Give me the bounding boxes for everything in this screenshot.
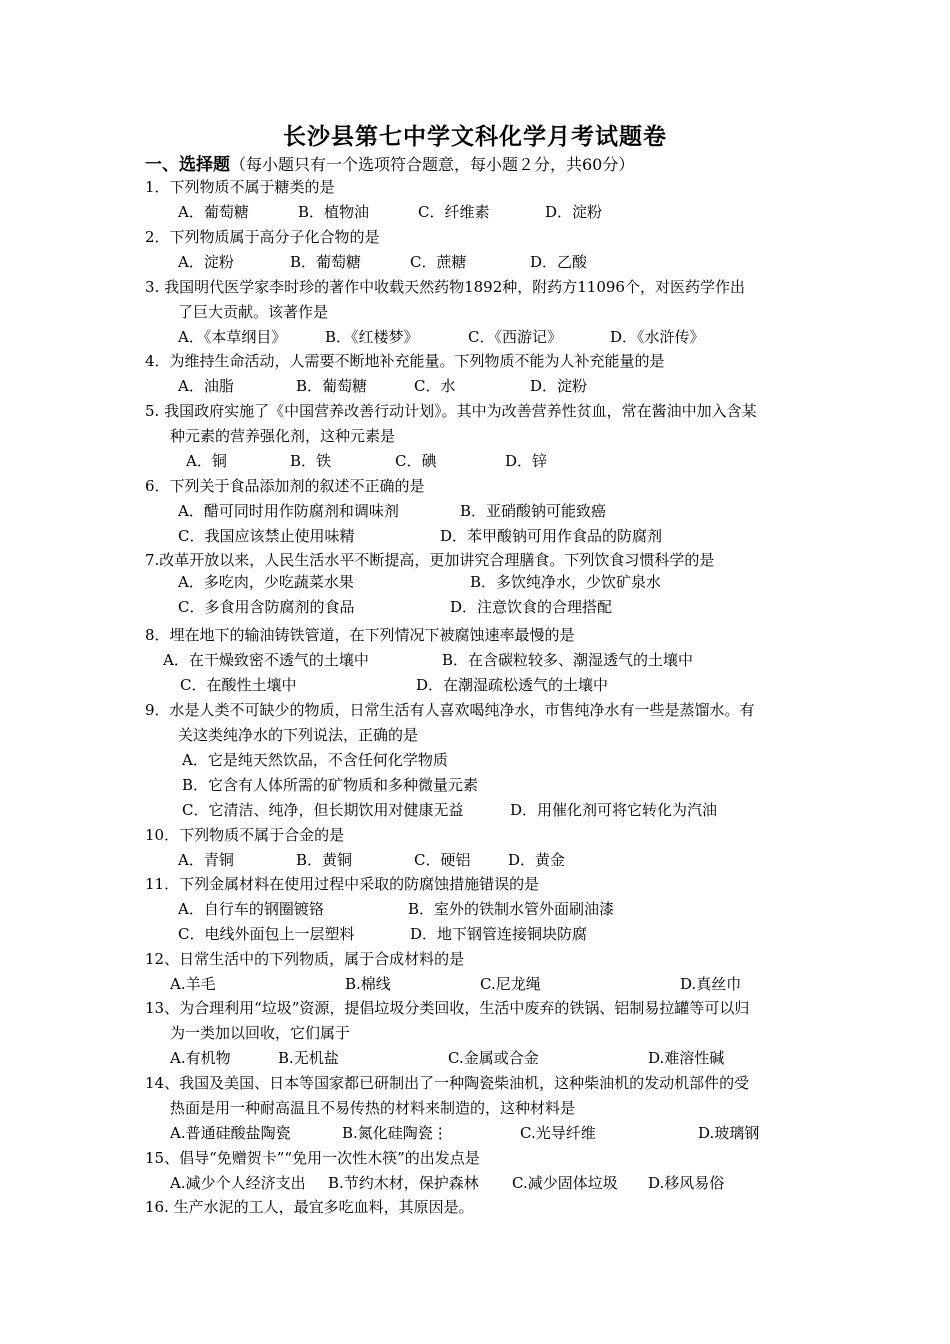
question-8-option: A．在干燥致密不透气的土壤中 bbox=[163, 651, 369, 669]
question-9-option: B．它含有人体所需的矿物质和多种微量元素 bbox=[182, 776, 479, 794]
question-3-option: B．《红楼梦》 bbox=[325, 328, 419, 346]
question-6-option: C．我国应该禁止使用味精 bbox=[178, 527, 355, 545]
question-14-stem: 14、我国及美国、日本等国家都已研制出了一种陶瓷柴油机，这种柴油机的发动机部件的受 bbox=[145, 1074, 750, 1092]
question-5-option: C．碘 bbox=[395, 452, 437, 470]
question-1-stem: 1．下列物质不属于糖类的是 bbox=[145, 178, 335, 196]
exam-title: 长沙县第七中学文科化学月考试题卷 bbox=[283, 123, 667, 150]
question-2-option: B．葡萄糖 bbox=[290, 253, 362, 271]
question-4-option: A．油脂 bbox=[178, 377, 234, 395]
question-12-option: A.羊毛 bbox=[170, 975, 216, 993]
question-12-option: B.棉线 bbox=[345, 975, 391, 993]
question-11-option: C．电线外面包上一层塑料 bbox=[178, 925, 355, 943]
question-11-stem: 11．下列金属材料在使用过程中采取的防腐蚀措施错误的是 bbox=[145, 875, 540, 893]
question-15-option: B.节约木材，保护森林 bbox=[328, 1174, 479, 1192]
question-2-option: A．淀粉 bbox=[178, 253, 234, 271]
question-13-option: C.金属或合金 bbox=[448, 1049, 539, 1067]
question-2-option: D．乙酸 bbox=[530, 253, 588, 271]
question-4-option: C．水 bbox=[414, 377, 456, 395]
question-5-option: B．铁 bbox=[290, 452, 332, 470]
question-9-option: D．用催化剂可将它转化为汽油 bbox=[510, 801, 718, 819]
question-3-option: D．《水浒传》 bbox=[610, 328, 705, 346]
question-7-option: D．注意饮食的合理搭配 bbox=[450, 598, 613, 616]
question-6-option: D．苯甲酸钠可用作食品的防腐剂 bbox=[440, 527, 663, 545]
section-label: 一、选择题 bbox=[145, 155, 230, 175]
question-11-option: D．地下钢管连接铜块防腐 bbox=[410, 925, 588, 943]
question-3-stem: 了巨大贡献。该著作是 bbox=[178, 303, 329, 321]
question-15-stem: 15、倡导“免赠贺卡”“免用一次性木筷”的出发点是 bbox=[145, 1149, 480, 1167]
question-5-option: D．锌 bbox=[505, 452, 548, 470]
question-9-stem: 9．水是人类不可缺少的物质，日常生活有人喜欢喝纯净水，市售纯净水有一些是蒸馏水。有 bbox=[145, 701, 755, 719]
question-7-option: A．多吃肉，少吃蔬菜水果 bbox=[178, 573, 354, 591]
section-heading bbox=[145, 150, 634, 175]
question-16-stem: 16. 生产水泥的工人，最宜多吃血料，其原因是。 bbox=[145, 1198, 474, 1216]
question-8-option: C．在酸性土壤中 bbox=[180, 676, 297, 694]
question-10-stem: 10．下列物质不属于合金的是 bbox=[145, 826, 345, 844]
question-14-stem: 热面是用一种耐高温且不易传热的材料来制造的，这种材料是 bbox=[170, 1099, 576, 1117]
question-13-option: D.难溶性碱 bbox=[648, 1049, 725, 1067]
question-4-option: B．葡萄糖 bbox=[296, 377, 368, 395]
question-13-stem: 13、为合理利用“垃圾”资源，提倡垃圾分类回收，生活中废弃的铁锅、铝制易拉罐等可以归 bbox=[145, 999, 750, 1017]
question-8-stem: 8．埋在地下的输油铸铁管道，在下列情况下被腐蚀速率最慢的是 bbox=[145, 626, 575, 644]
question-4-stem: 4．为维持生命活动，人需要不断地补充能量。下列物质不能为人补充能量的是 bbox=[145, 352, 665, 370]
question-3-stem: 3. 我国明代医学家李时珍的著作中收载天然药物1892种，附药方11096个，对医药学作出 bbox=[145, 278, 745, 296]
question-11-option: B．室外的铁制水管外面刷油漆 bbox=[408, 900, 615, 918]
question-10-option: B．黄铜 bbox=[296, 851, 353, 869]
question-10-option: C．硬铝 bbox=[414, 851, 471, 869]
question-13-option: A.有机物 bbox=[170, 1049, 231, 1067]
question-6-option: A．醋可同时用作防腐剂和调味剂 bbox=[178, 502, 399, 520]
question-5-stem: 5. 我国政府实施了《中国营养改善行动计划》。其中为改善营养性贫血，常在酱油中加入含某 bbox=[145, 402, 757, 420]
question-11-option: A．自行车的钢圈镀铬 bbox=[178, 900, 324, 918]
question-14-option: B.氮化硅陶瓷⋮ bbox=[342, 1124, 448, 1142]
question-8-option: D．在潮湿疏松透气的土壤中 bbox=[416, 676, 609, 694]
section-note: （每小题只有一个选项符合题意，每小题２分，共60分） bbox=[230, 155, 635, 174]
question-15-option: A.减少个人经济支出 bbox=[170, 1174, 306, 1192]
question-5-option: A．铜 bbox=[186, 452, 227, 470]
question-1-option: D．淀粉 bbox=[545, 203, 603, 221]
question-9-stem: 关这类纯净水的下列说法，正确的是 bbox=[178, 726, 419, 744]
question-6-stem: 6．下列关于食品添加剂的叙述不正确的是 bbox=[145, 477, 425, 495]
question-2-option: C．蔗糖 bbox=[410, 253, 467, 271]
question-7-stem: 7.改革开放以来，人民生活水平不断提高，更加讲究合理膳食。下列饮食习惯科学的是 bbox=[145, 551, 715, 569]
question-15-option: D.移风易俗 bbox=[648, 1174, 725, 1192]
question-6-option: B．亚硝酸钠可能致癌 bbox=[460, 502, 607, 520]
question-7-option: C．多食用含防腐剂的食品 bbox=[178, 598, 355, 616]
question-10-option: D．黄金 bbox=[508, 851, 566, 869]
question-10-option: A．青铜 bbox=[178, 851, 234, 869]
question-3-option: A．《本草纲目》 bbox=[178, 328, 287, 346]
question-14-option: D.玻璃钢 bbox=[698, 1124, 760, 1142]
question-4-option: D．淀粉 bbox=[530, 377, 588, 395]
question-14-option: A.普通硅酸盐陶瓷 bbox=[170, 1124, 291, 1142]
question-9-option: A．它是纯天然饮品，不含任何化学物质 bbox=[182, 751, 448, 769]
question-12-option: D.真丝巾 bbox=[680, 975, 742, 993]
question-3-option: C．《西游记》 bbox=[468, 328, 562, 346]
question-8-option: B．在含碳粒较多、潮湿透气的土壤中 bbox=[442, 651, 694, 669]
question-13-option: B.无机盐 bbox=[278, 1049, 339, 1067]
question-1-option: C．纤维素 bbox=[418, 203, 490, 221]
question-2-stem: 2．下列物质属于高分子化合物的是 bbox=[145, 228, 380, 246]
question-13-stem: 为一类加以回收，它们属于 bbox=[170, 1024, 351, 1042]
question-15-option: C.减少固体垃圾 bbox=[512, 1174, 618, 1192]
question-12-stem: 12、日常生活中的下列物质，属于合成材料的是 bbox=[145, 950, 465, 968]
question-1-option: B．植物油 bbox=[298, 203, 370, 221]
question-7-option: B．多饮纯净水，少饮矿泉水 bbox=[470, 573, 662, 591]
question-12-option: C.尼龙绳 bbox=[480, 975, 541, 993]
question-5-stem: 种元素的营养强化剂，这种元素是 bbox=[170, 427, 396, 445]
question-14-option: C.光导纤维 bbox=[520, 1124, 596, 1142]
question-1-option: A．葡萄糖 bbox=[178, 203, 249, 221]
question-9-option: C．它清洁、纯净，但长期饮用对健康无益 bbox=[182, 801, 464, 819]
